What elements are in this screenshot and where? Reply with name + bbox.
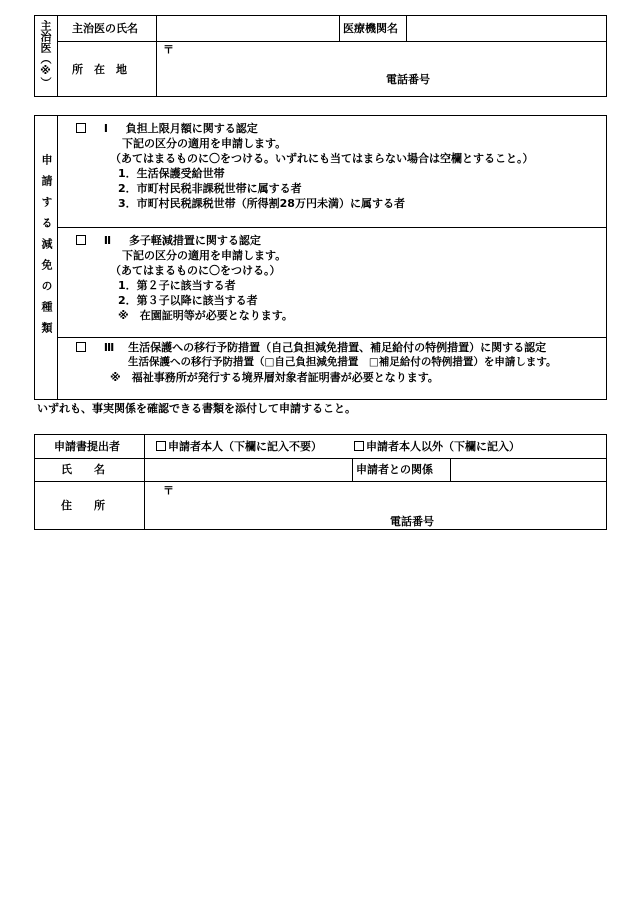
section2-numeral: Ⅱ <box>103 234 112 247</box>
divider <box>450 458 451 481</box>
doctor-name-field[interactable] <box>160 21 336 36</box>
doctor-phone-label: 電話番号 <box>386 73 430 86</box>
section3-line1: 生活保護への移行予防措置（□自己負担減免措置 □補足給付の特例措置）を申請します。 <box>128 356 557 368</box>
attach-note: いずれも、事実関係を確認できる書類を添付して申請すること。 <box>37 402 356 415</box>
divider <box>57 337 607 338</box>
section1-item-2[interactable]: 2．市町村民税非課税世帯に属する者 <box>118 182 302 195</box>
section1-header <box>76 121 258 136</box>
section2-line2: （あてはまるものに〇をつける。） <box>110 264 281 277</box>
section1-numeral: Ⅰ <box>103 122 108 135</box>
section1-line2: （あてはまるものに〇をつける。いずれにも当てはまらない場合は空欄とすること。） <box>110 152 534 165</box>
divider <box>406 15 407 42</box>
divider <box>144 434 145 530</box>
section2-header <box>76 233 261 248</box>
submitter-postal-mark: 〒 <box>163 484 174 497</box>
section2-checkbox[interactable] <box>76 235 86 245</box>
checkbox[interactable] <box>156 441 166 451</box>
section1-item-3[interactable]: 3．市町村民税課税世帯（所得割28万円未満）に属する者 <box>118 197 405 210</box>
section2-item-2[interactable]: 2．第３子以降に該当する者 <box>118 294 258 307</box>
checkbox[interactable] <box>354 441 364 451</box>
relation-label: 申請者との関係 <box>356 463 433 476</box>
postal-mark: 〒 <box>163 43 174 56</box>
section1-line1: 下記の区分の適用を申請します。 <box>122 137 287 150</box>
submitter-option-other[interactable]: 申請者本人以外（下欄に記入） <box>354 439 520 454</box>
divider <box>34 458 607 459</box>
section3-checkbox[interactable] <box>76 342 86 352</box>
divider <box>57 15 58 97</box>
divider <box>34 481 607 482</box>
section1-checkbox[interactable] <box>76 123 86 133</box>
divider <box>339 15 340 42</box>
divider <box>57 227 607 228</box>
divider <box>352 458 353 481</box>
divider <box>156 15 157 97</box>
section3-title: 生活保護への移行予防措置（自己負担減免措置、補足給付の特例措置）に関する認定 <box>128 341 547 354</box>
institution-field[interactable] <box>410 21 603 36</box>
submitter-label: 申請書提出者 <box>54 440 120 453</box>
submitter-phone-label: 電話番号 <box>390 515 434 528</box>
institution-label: 医療機関名 <box>343 22 398 35</box>
section2-line1: 下記の区分の適用を申請します。 <box>122 249 287 262</box>
section1-title: 負担上限月額に関する認定 <box>125 122 258 135</box>
reduction-side-label: 申請する減免の種類 <box>40 154 53 343</box>
doctor-address-label: 所 在 地 <box>72 63 127 76</box>
doctor-side-label: 主治医（※） <box>39 20 52 88</box>
section2-note: ※ 在園証明等が必要となります。 <box>118 309 293 322</box>
divider <box>57 41 607 42</box>
divider <box>57 115 58 400</box>
submitter-option-self[interactable]: 申請者本人（下欄に記入不要） <box>156 439 322 454</box>
doctor-name-label: 主治医の氏名 <box>72 22 138 35</box>
submitter-address-label: 住 所 <box>61 499 105 512</box>
section3-numeral: Ⅲ <box>103 341 115 354</box>
section2-item-1[interactable]: 1．第２子に該当する者 <box>118 279 236 292</box>
submitter-name-field[interactable] <box>148 462 348 477</box>
section3-header <box>76 340 546 355</box>
section1-item-1[interactable]: 1．生活保護受給世帯 <box>118 167 225 180</box>
relation-field[interactable] <box>454 462 602 477</box>
submitter-name-label: 氏 名 <box>61 463 105 476</box>
section2-title: 多子軽減措置に関する認定 <box>128 234 261 247</box>
section3-note: ※ 福祉事務所が発行する境界層対象者証明書が必要となります。 <box>110 371 439 384</box>
